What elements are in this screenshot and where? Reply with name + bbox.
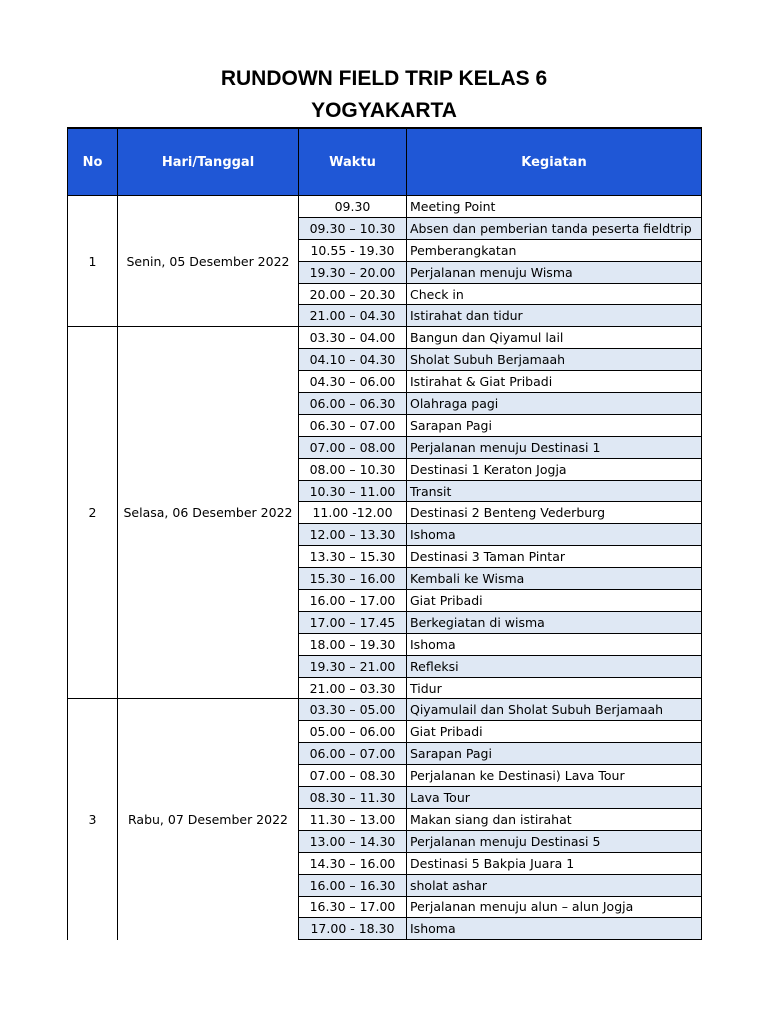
activity-cell: Sholat Subuh Berjamaah — [407, 349, 702, 371]
activity-cell: Giat Pribadi — [407, 590, 702, 612]
activity-cell: Perjalanan ke Destinasi) Lava Tour — [407, 765, 702, 787]
time-cell: 20.00 – 20.30 — [299, 283, 407, 305]
activity-cell: Bangun dan Qiyamul lail — [407, 327, 702, 349]
time-cell: 11.30 – 13.00 — [299, 808, 407, 830]
activity-cell: Qiyamulail dan Sholat Subuh Berjamaah — [407, 699, 702, 721]
time-cell: 07.00 – 08.30 — [299, 765, 407, 787]
table-row — [68, 196, 702, 218]
time-cell: 06.30 – 07.00 — [299, 414, 407, 436]
activity-cell: Tidur — [407, 677, 702, 699]
activity-cell: Kembali ke Wisma — [407, 568, 702, 590]
time-cell: 03.30 – 04.00 — [299, 327, 407, 349]
activity-cell: Transit — [407, 480, 702, 502]
time-cell: 16.00 – 16.30 — [299, 874, 407, 896]
activity-cell: Destinasi 5 Bakpia Juara 1 — [407, 852, 702, 874]
time-cell: 16.30 – 17.00 — [299, 896, 407, 918]
time-cell: 03.30 – 05.00 — [299, 699, 407, 721]
time-cell: 12.00 – 13.30 — [299, 524, 407, 546]
activity-cell: Meeting Point — [407, 196, 702, 218]
activity-cell: Absen dan pemberian tanda peserta fieldtrip — [407, 217, 702, 239]
activity-cell: Olahraga pagi — [407, 393, 702, 415]
activity-cell: Destinasi 1 Keraton Jogja — [407, 458, 702, 480]
activity-cell: sholat ashar — [407, 874, 702, 896]
document-title: RUNDOWN FIELD TRIP KELAS 6 — [220, 67, 548, 90]
day-date: Rabu, 07 Desember 2022 — [118, 699, 299, 940]
table-row — [68, 327, 702, 349]
activity-cell: Istirahat dan tidur — [407, 305, 702, 327]
time-cell: 15.30 – 16.00 — [299, 568, 407, 590]
activity-cell: Giat Pribadi — [407, 721, 702, 743]
activity-cell: Destinasi 2 Benteng Vederburg — [407, 502, 702, 524]
activity-cell: Ishoma — [407, 524, 702, 546]
activity-cell: Pemberangkatan — [407, 239, 702, 261]
header-no: No — [68, 128, 118, 196]
time-cell: 11.00 -12.00 — [299, 502, 407, 524]
time-cell: 21.00 – 03.30 — [299, 677, 407, 699]
time-cell: 05.00 – 06.00 — [299, 721, 407, 743]
time-cell: 17.00 - 18.30 — [299, 918, 407, 940]
day-number: 2 — [68, 327, 118, 699]
header-time: Waktu — [299, 128, 407, 196]
time-cell: 07.00 – 08.00 — [299, 436, 407, 458]
activity-cell: Destinasi 3 Taman Pintar — [407, 546, 702, 568]
time-cell: 14.30 – 16.00 — [299, 852, 407, 874]
activity-cell: Refleksi — [407, 655, 702, 677]
activity-cell: Ishoma — [407, 633, 702, 655]
time-cell: 10.30 – 11.00 — [299, 480, 407, 502]
day-number: 1 — [68, 196, 118, 327]
activity-cell: Istirahat & Giat Pribadi — [407, 371, 702, 393]
time-cell: 06.00 – 06.30 — [299, 393, 407, 415]
activity-cell: Perjalanan menuju alun – alun Jogja — [407, 896, 702, 918]
time-cell: 19.30 – 21.00 — [299, 655, 407, 677]
time-cell: 09.30 – 10.30 — [299, 217, 407, 239]
header-activity: Kegiatan — [407, 128, 702, 196]
time-cell: 21.00 – 04.30 — [299, 305, 407, 327]
activity-cell: Perjalanan menuju Destinasi 1 — [407, 436, 702, 458]
activity-cell: Makan siang dan istirahat — [407, 808, 702, 830]
time-cell: 09.30 — [299, 196, 407, 218]
time-cell: 10.55 - 19.30 — [299, 239, 407, 261]
time-cell: 19.30 – 20.00 — [299, 261, 407, 283]
rundown-table — [67, 127, 702, 940]
table-body — [68, 196, 702, 940]
activity-cell: Perjalanan menuju Destinasi 5 — [407, 830, 702, 852]
day-date: Selasa, 06 Desember 2022 — [118, 327, 299, 699]
document-subtitle: YOGYAKARTA — [311, 99, 457, 122]
time-cell: 13.00 – 14.30 — [299, 830, 407, 852]
time-cell: 08.30 – 11.30 — [299, 787, 407, 809]
time-cell: 04.30 – 06.00 — [299, 371, 407, 393]
time-cell: 18.00 – 19.30 — [299, 633, 407, 655]
day-date: Senin, 05 Desember 2022 — [118, 196, 299, 327]
time-cell: 04.10 – 04.30 — [299, 349, 407, 371]
time-cell: 13.30 – 15.30 — [299, 546, 407, 568]
time-cell: 17.00 – 17.45 — [299, 611, 407, 633]
table-row — [68, 699, 702, 721]
activity-cell: Lava Tour — [407, 787, 702, 809]
time-cell: 08.00 – 10.30 — [299, 458, 407, 480]
table-header-row — [68, 128, 702, 196]
activity-cell: Berkegiatan di wisma — [407, 611, 702, 633]
time-cell: 16.00 – 17.00 — [299, 590, 407, 612]
activity-cell: Ishoma — [407, 918, 702, 940]
activity-cell: Sarapan Pagi — [407, 743, 702, 765]
day-number: 3 — [68, 699, 118, 940]
header-day: Hari/Tanggal — [118, 128, 299, 196]
activity-cell: Perjalanan menuju Wisma — [407, 261, 702, 283]
activity-cell: Check in — [407, 283, 702, 305]
time-cell: 06.00 – 07.00 — [299, 743, 407, 765]
activity-cell: Sarapan Pagi — [407, 414, 702, 436]
